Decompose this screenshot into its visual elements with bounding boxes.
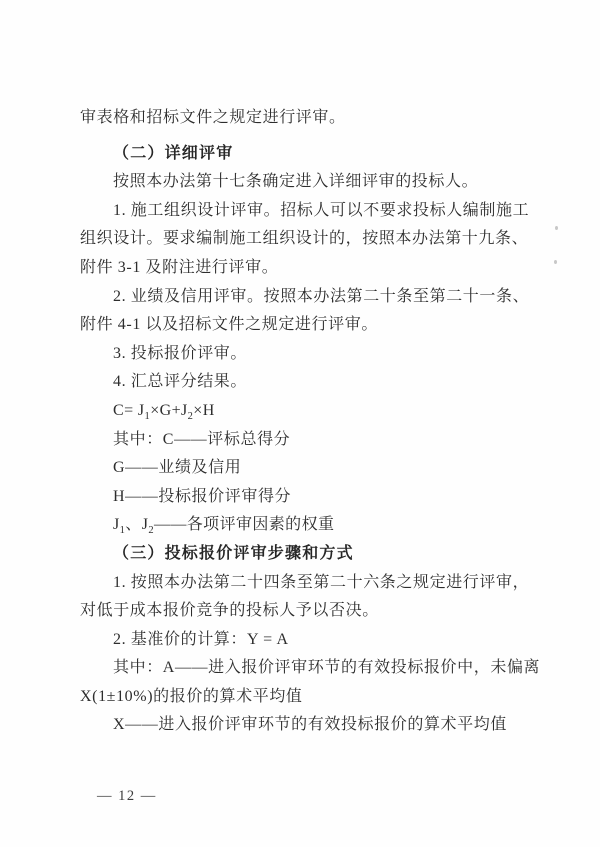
body-line: 对低于成本报价竞争的投标人予以否决。 (80, 602, 379, 620)
section-heading-price-review: （三）投标报价评审步骤和方式 (113, 544, 354, 562)
body-line: 3. 投标报价评审。 (113, 344, 248, 362)
section-heading-detailed-review: （二）详细评审 (113, 144, 234, 162)
body-line: 1. 施工组织设计评审。招标人可以不要求投标人编制施工 (113, 201, 530, 219)
body-line: 2. 基准价的计算：Y = A (113, 630, 289, 648)
formula-part: C= J (113, 401, 145, 419)
body-line: 附件 4-1 以及招标文件之规定进行评审。 (80, 316, 378, 334)
scan-speck (554, 260, 557, 264)
formula-subscript: 1 (144, 411, 151, 423)
page-number: — 12 — (97, 788, 157, 804)
formula-total-score (80, 397, 530, 426)
formula-subscript: 2 (148, 525, 154, 537)
formula-subscript: 2 (187, 411, 194, 423)
definition-line: X——进入报价评审环节的有效投标报价的算术平均值 (113, 716, 507, 734)
formula-part: ×H (193, 401, 215, 419)
definition-line: 其中：C——评标总得分 (113, 430, 291, 448)
formula-part: 、J (125, 516, 149, 534)
formula-weights (80, 511, 530, 540)
body-line: 附件 3-1 及附注进行评审。 (80, 258, 279, 276)
body-line: 审表格和招标文件之规定进行评审。 (80, 109, 346, 126)
body-line: 按照本办法第十七条确定进入详细评审的投标人。 (113, 173, 479, 191)
body-line: 2. 业绩及信用评审。按照本办法第二十条至第二十一条、 (113, 287, 530, 305)
formula-part: J (113, 516, 120, 534)
definition-line: 其中：A——进入报价评审环节的有效投标报价中，未偏离 (113, 659, 541, 677)
formula-part: ×G+J (150, 401, 188, 419)
body-line: X(1±10%)的报价的算术平均值 (80, 687, 303, 705)
body-line: 1. 按照本办法第二十四条至第二十六条之规定进行评审， (113, 573, 530, 591)
scan-speck (555, 226, 558, 230)
formula-subscript: 1 (119, 525, 126, 537)
formula-part: ——各项评审因素的权重 (153, 516, 335, 534)
document-body (80, 104, 541, 740)
definition-line: G——业绩及信用 (113, 459, 242, 477)
definition-line: H——投标报价评审得分 (113, 487, 292, 505)
body-line: 4. 汇总评分结果。 (113, 373, 248, 391)
body-line: 组织设计。要求编制施工组织设计的，按照本办法第十九条、 (80, 230, 529, 248)
